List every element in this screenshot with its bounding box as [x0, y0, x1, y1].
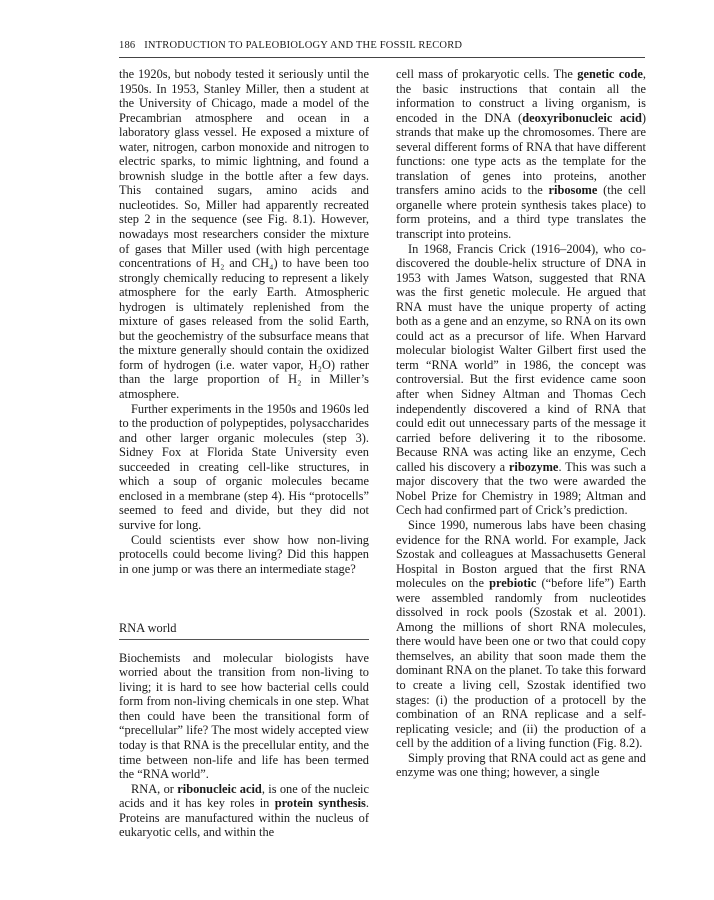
key-term: deoxyribonucleic acid — [522, 110, 642, 125]
paragraph: Could scientists ever show how non-living protocells could become living? Did this happen in one jump or was there an intermediate stage? — [119, 532, 369, 576]
right-column — [396, 67, 646, 780]
paragraph: Simply proving that RNA could act as gene and enzyme was one thing; however, a single — [396, 750, 646, 780]
paragraph: Further experiments in the 1950s and 1960s led to the production of polypeptides, polysaccharides and other larger organic molecules (step 3). Sidney Fox at Florida State University even succeeded in creating cell-like structures, in which a soup of organic molecules became enclosed in a membrane (step 4). His “protocells” seemed to feed and divide, but they did not survive for long. — [119, 401, 369, 532]
running-header — [119, 40, 645, 51]
key-term: ribozyme — [508, 459, 559, 474]
paragraph: In 1968, Francis Crick (1916–2004), who co-discovered the double-helix structure of DNA in 1953 with James Watson, suggested that RNA was the first genetic molecule. He argued that RNA must have the unique property of acting both as a gene and an enzyme, so RNA on its own could act as a precursor of life. When Harvard molecular biologist Walter Gilbert first used the term “RNA world” in 1986, the concept was controversial. But the first evidence came soon after when Sidney Altman and Thomas Cech independently discovered a kind of RNA that could edit out unnecessary parts of the message it carried before delivering it to the ribosome. Because RNA was acting like an enzyme, Cech called his discovery a ribozyme. This was such a major discovery that the two were awarded the Nobel Prize for Chemistry in 1989; Altman and Cech had confirmed part of Crick’s prediction. — [396, 241, 646, 518]
section-spacer — [119, 576, 369, 621]
paragraph: cell mass of prokaryotic cells. The genetic code, the basic instructions that contain all the information to construct a living organism, is encoded in the DNA (deoxyribonucleic acid) strands that make up the chromosomes. There are several different forms of RNA that have different functions: one type acts as the template for the translation of genes into proteins, another transfers amino acids to the ribosome (the cell organelle where protein synthesis takes place) to form proteins, and a third type translates the transcript into proteins. — [396, 67, 646, 242]
key-term: prebiotic — [489, 576, 537, 591]
key-term: protein synthesis — [274, 796, 366, 811]
running-title: INTRODUCTION TO PALEOBIOLOGY AND THE FOSSIL RECORD — [144, 40, 463, 51]
key-term: ribonucleic acid — [177, 781, 262, 796]
key-term: ribosome — [548, 183, 598, 198]
section-heading: RNA world — [119, 621, 369, 640]
header-rule — [119, 57, 645, 58]
paragraph: the 1920s, but nobody tested it seriously until the 1950s. In 1953, Stanley Miller, then a student at the University of Chicago, made a model of the Precambrian atmosphere and ocean in a laboratory glass vessel. He exposed a mixture of water, nitrogen, carbon monoxide and nitrogen to electric sparks, to mimic lightning, and found a brownish sludge in the bottle after a few days. This contained sugars, amino acids and nucleotides. So, Miller had apparently recreated step 2 in the sequence (see Fig. 8.1). However, nowadays most researchers consider the mixture of gases that Miller used (with high percentage concentrations of H₂ and CH₄) to have been too strongly chemically reducing to represent a likely atmosphere for the early Earth. Atmospheric hydrogen is ultimately replenished from the mixture of gases released from the solid Earth, but the geochemistry of the subsurface means that the mixture generally should contain the oxidized form of hydrogen (i.e. water vapor, H₂O) rather than the large proportion of H₂ in Miller’s atmosphere. — [119, 67, 369, 402]
page-number: 186 — [119, 40, 136, 51]
left-column — [119, 67, 369, 840]
key-term: genetic code — [577, 67, 643, 81]
paragraph: RNA, or ribonucleic acid, is one of the nucleic acids and it has key roles in protein synthesis. Proteins are manufactured within the nucleus of eukaryotic cells, and within the — [119, 781, 369, 840]
paragraph: Since 1990, numerous labs have been chasing evidence for the RNA world. For example, Jack Szostak and colleagues at Massachusetts General Hospital in Boston argued that the first RNA molecules on the prebiotic (“before life”) Earth were assembled randomly from nucleotides dissolved in rock pools (Szostak et al. 2001). Among the millions of short RNA molecules, there would have been one or two that could copy themselves, an ability that soon made them the dominant RNA on the planet. To take this forward to create a living cell, Szostak identified two stages: (i) the production of a protocell by the combination of an RNA replicase and a self-replicating vesicle; and (ii) the production of a cell by the addition of a living function (Fig. 8.2). — [396, 517, 647, 751]
paragraph: Biochemists and molecular biologists have worried about the transition from non-living to living; it is hard to see how bacterial cells could form from non-living chemicals in one step. What then could have been the transitional form of “precellular” life? The most widely accepted view today is that RNA is the precellular entity, and the time between non-life and life has been termed the “RNA world”. — [119, 650, 369, 782]
